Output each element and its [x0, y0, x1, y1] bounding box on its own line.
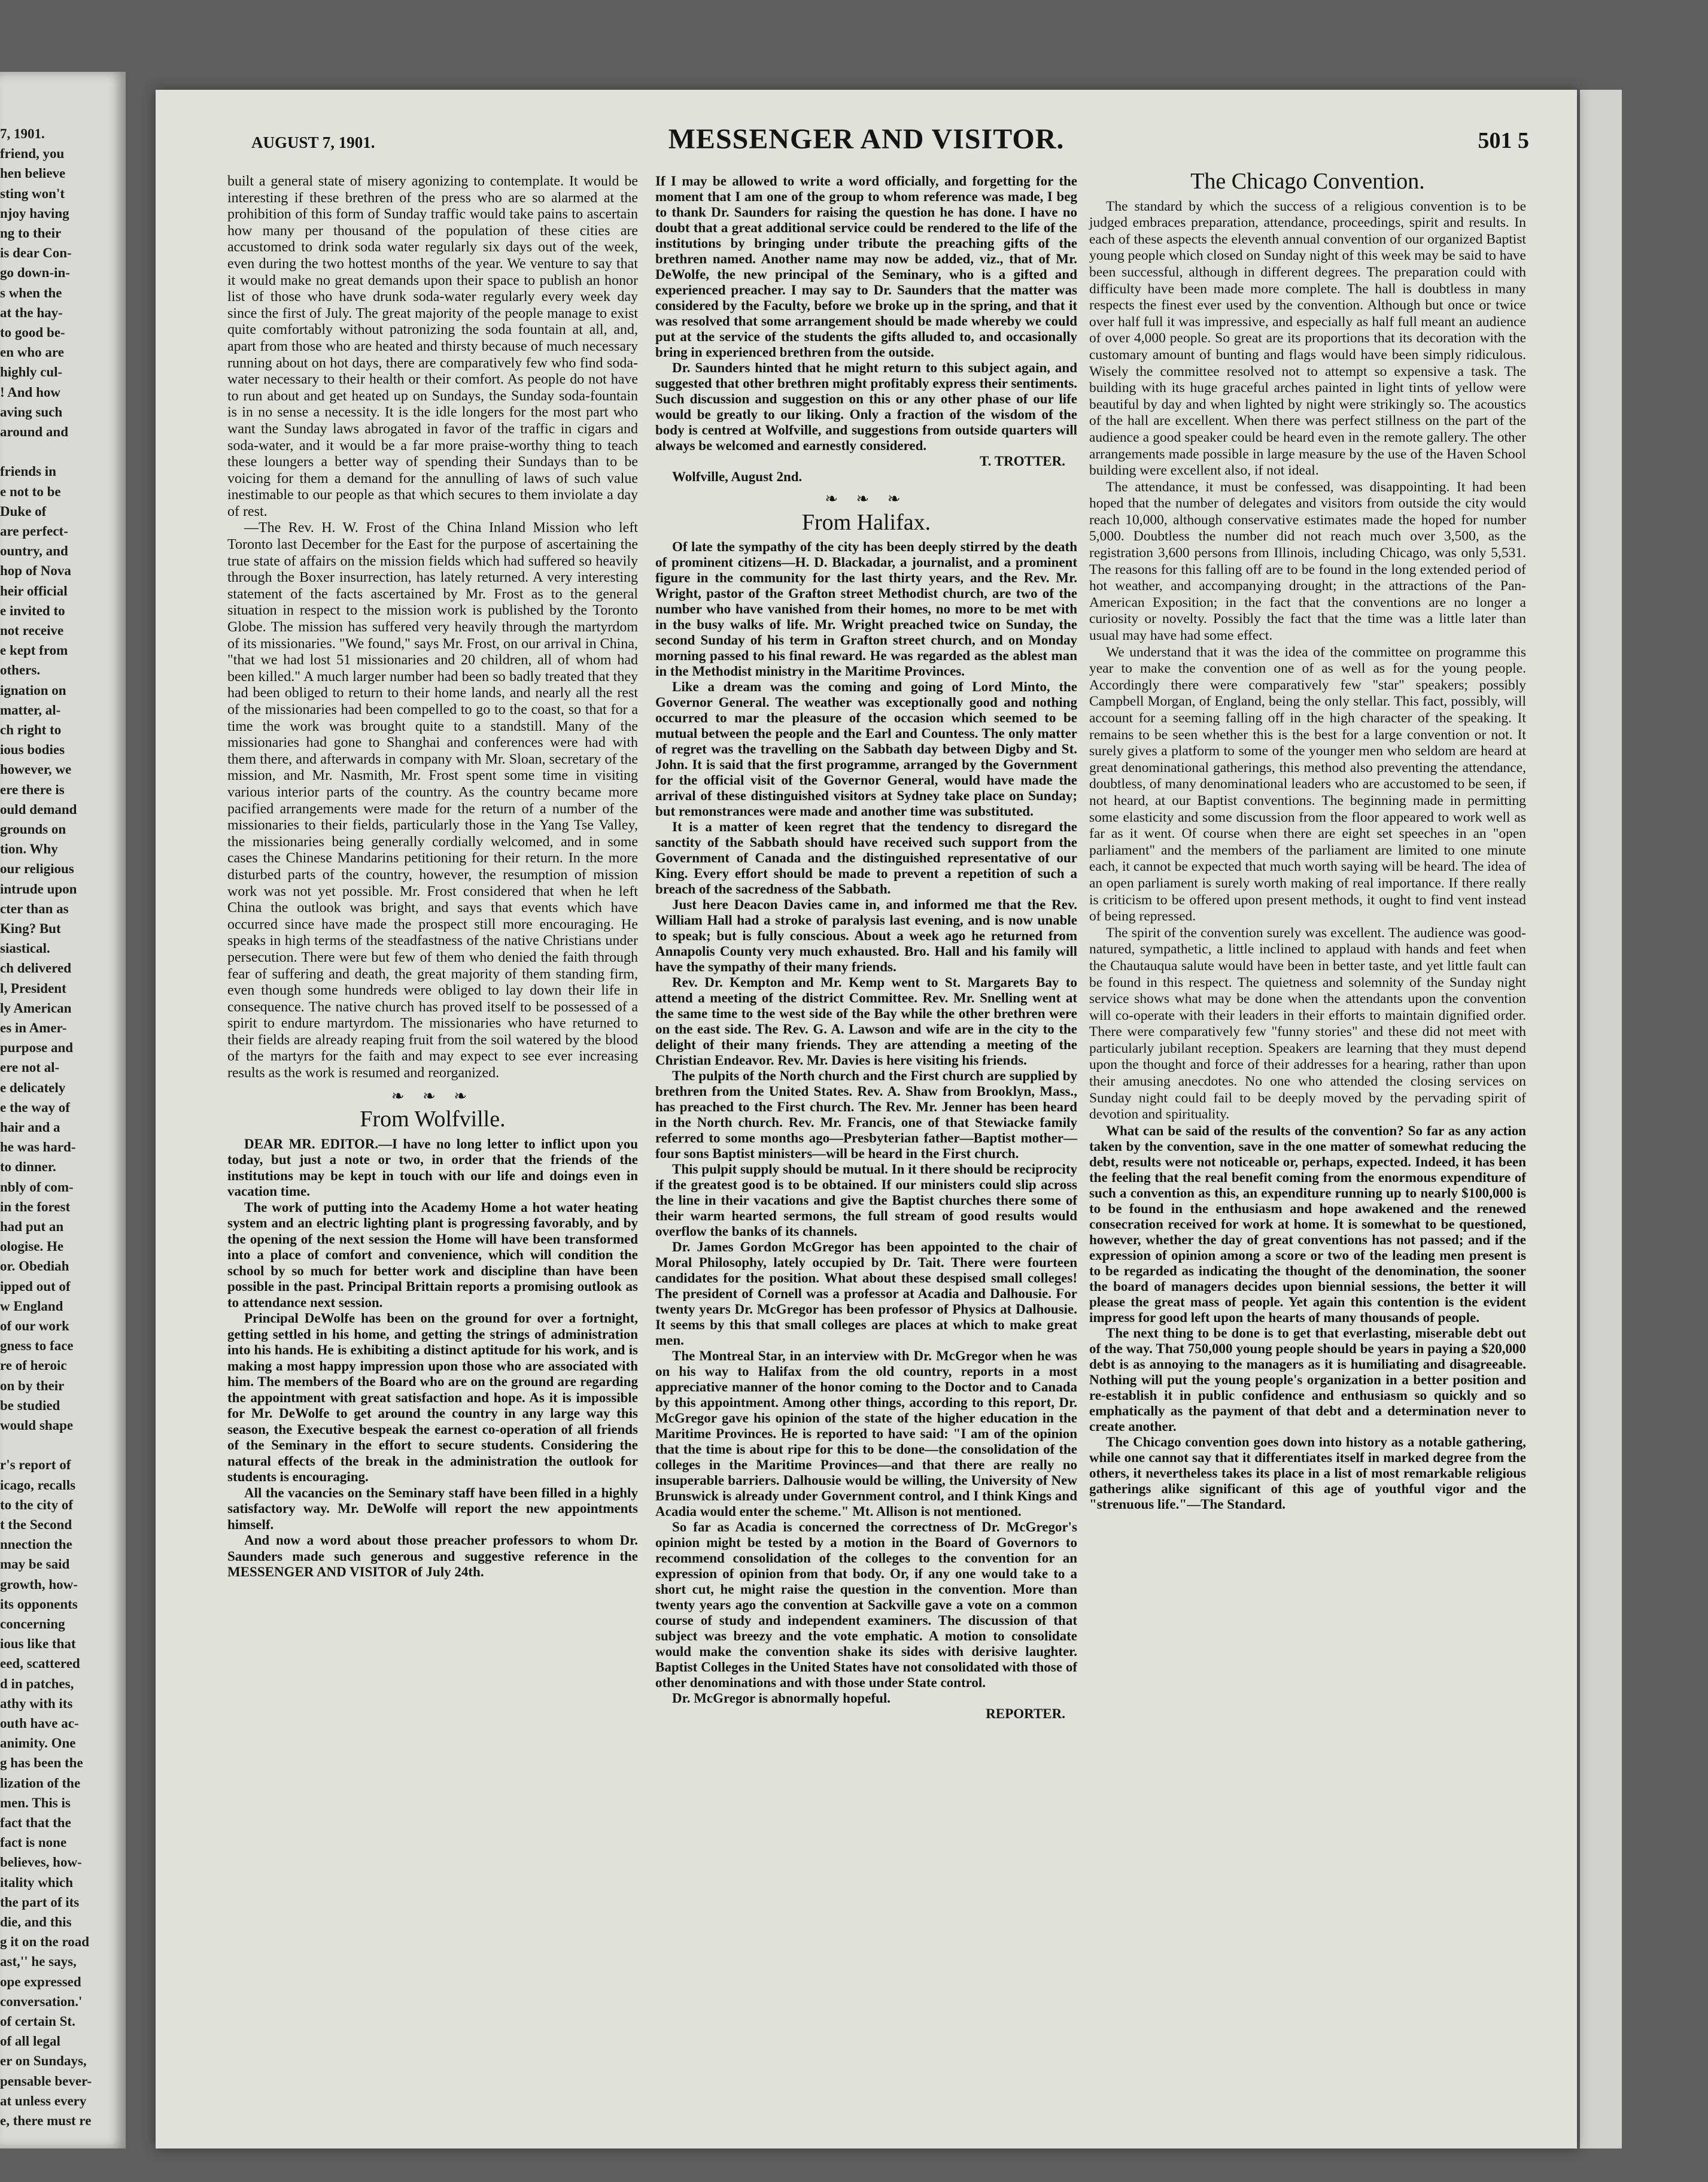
article-paragraph: The Chicago convention goes down into history as a notable gathering, while one cannot say that it differentiates itself in marked degree from the others, it nevertheless takes its place in a list of most remarkable religious gatherings alike significant of this age of youthful vigor and the "strenuous life."—The Standard.: [1089, 1434, 1526, 1512]
section-heading-halifax: From Halifax.: [801, 509, 931, 535]
left-page-fragment: of certain St.: [0, 2014, 75, 2029]
left-page-fragment: to dinner.: [0, 1159, 56, 1175]
article-paragraph: DEAR MR. EDITOR.—I have no long letter to inflict upon you today, but just a note or two, in order that the friends of the institutions may be kept in touch with our life and doings even in vacation time.: [227, 1136, 638, 1199]
left-page-fragment: aving such: [0, 404, 63, 420]
left-page-fragment: hair and a: [0, 1120, 60, 1135]
header-date: AUGUST 7, 1901.: [251, 133, 375, 151]
left-page-fragment: ere not al-: [0, 1060, 60, 1075]
left-page-fragment: of our work: [0, 1318, 69, 1333]
left-page-fragment: ly American: [0, 1000, 72, 1016]
left-page-fragment: at the hay-: [0, 305, 63, 320]
left-page-fragment: believes, how-: [0, 1855, 82, 1870]
left-page-fragment: growth, how-: [0, 1576, 78, 1592]
left-page-fragment: matter, al-: [0, 702, 61, 718]
article-paragraph: And now a word about those preacher professors to whom Dr. Saunders made such generous and suggestive reference in the MESSENGER AND VISITOR of July 24th.: [227, 1533, 638, 1580]
dateline: Wolfville, August 2nd.: [672, 469, 803, 484]
left-page-fragment: hop of Nova: [0, 563, 71, 579]
article-paragraph: The attendance, it must be confessed, was disappointing. It had been hoped that the number of delegates and visitors from outside the city would reach 10,000, although conservative estimates made the hoped for number 5,000. Doubtless the number did not reach much over 3,500, as the registration 3,600 persons from Illinois, including Chicago, was only 5,531. The reasons for this falling off are to be found in the long extended period of hot weather, and accompanying drought; in the attractions of the Pan-American Exposition; in the fact that the conventions are no longer a curiosity or novelty. Possibly the fact that the time was a little later than usual may have had some effect.: [1089, 479, 1526, 644]
left-page-fragment: cter than as: [0, 901, 69, 916]
section-heading-chicago: The Chicago Convention.: [1190, 169, 1425, 194]
article-paragraph: What can be said of the results of the convention? So far as any action taken by the convention, save in the one matter of somewhat reducing the debt, results were not noticeable or, perhaps, expected. Indeed, it has been the feeling that the real benefit coming from the enormous expenditure of such a convention as this, an expenditure running up to nearly $100,000 is to be found in the enthusiasm and hope awakened and the renewed consecration received for work at home. It is somewhat to be questioned, however, whether the day of great conventions has not passed; and if the expression of opinion among a score or two of the leading men present is to be regarded as indicating the thought of the denomination, the sooner the board of managers decides upon biennial sessions, the better it will please the great mass of people. Yet again this contention is the evident impress for good left upon the hearts of many thousands of people.: [1089, 1123, 1526, 1325]
left-page-fragment: however, we: [0, 762, 72, 777]
left-page-fragment: fact is none: [0, 1835, 67, 1850]
article-paragraph: This pulpit supply should be mutual. In it there should be reciprocity if the greatest good is to be obtained. If our ministers could slip across the line in their vacations and give the Baptist churches there some of their warm hearted sermons, the full stream of good results would overflow the banks of its channels.: [655, 1162, 1077, 1239]
left-page-fragment: g has been the: [0, 1755, 83, 1771]
left-page-fragment: gness to face: [0, 1338, 74, 1354]
left-page-fragment: njoy having: [0, 205, 69, 221]
left-page-fragment: e kept from: [0, 643, 68, 658]
article-paragraph: Dr. James Gordon McGregor has been appointed to the chair of Moral Philosophy, lately occupied by Dr. Tait. There were fourteen candidates for the position. What about these despised small colleges! The president of Cornell was a professor at Acadia and Dalhousie. For twenty years Dr. McGregor has been professor of Physics at Dalhousie. It seems by this that small colleges are places at which to make great men.: [655, 1239, 1077, 1348]
left-page-fragment: our religious: [0, 861, 74, 877]
article-paragraph: built a general state of misery agonizing to contemplate. It would be interesting if these brethren of the press who are so alarmed at the prohibition of this form of Sunday traffic would take pains to ascertain how many per thousand of the population of these cities are accustomed to drink soda water regularly six days out of the week, even during the two hottest months of the year. We venture to say that it would make no great demands upon their space to publish an honor list of those who have drunk soda-water regularly every week day since the first of July. The great majority of the people manage to exist quite comfortably without patronizing the soda fountain at all, and, apart from those who are heated and thirsty because of much necessary running about on hot days, there are comparatively few who find soda-water necessary to their health or their comfort. As people do not have to run about and get heated up on Sundays, the Sunday soda-fountain is in no sense a necessity. It is the idle longers for the most part who want the Sunday laws abrogated in favor of the traffic in cigars and soda-water, and it would be a far more praise-worthy thing to teach these loungers a better way of spending their Sundays than to be voicing for them a demand for the annulling of laws of such value inestimable to our people as that which secures to them inviolate a day of rest.: [227, 174, 638, 519]
left-page-fragment: not receive: [0, 623, 64, 638]
left-page-fragment: lization of the: [0, 1775, 81, 1791]
left-page-fragment: ould demand: [0, 801, 77, 817]
page-number: 501 5: [1478, 128, 1529, 153]
left-page-fragment: 7, 1901.: [0, 126, 45, 141]
page-header: [156, 123, 1577, 159]
left-page-fragment: athy with its: [0, 1695, 73, 1711]
article-paragraph: The standard by which the success of a religious convention is to be judged embraces preparation, attendance, proceedings, spirit and results. In each of these aspects the eleventh annual convention of our organized Baptist young people which closed on Sunday night of this week may be said to have been successful, although in different degrees. The preparation could with difficulty have been made more complete. The hall is doubtless in many respects the finest ever used by the convention. Although but once or twice over half full it was impressive, and especially as half full meant an audience of over 4,000 people. So great are its proportions that its decoration with the customary amount of bunting and flags would have been simply ridiculous. Wisely the committee resolved not to attempt so expensive a task. The building with its huge graceful arches painted in light tints of yellow were beautiful by day and when lighted by night were strikingly so. The acoustics of the hall are excellent. When there was perfect stillness on the part of the audience a good speaker could be heard even in the remote gallery. The other arrangements made possible in large measure by the use of the Haven School building were excellent also, if not ideal.: [1089, 198, 1526, 479]
left-page-fragment: e invited to: [0, 603, 65, 618]
left-page-fragment: sting won't: [0, 186, 65, 201]
article-paragraph: The pulpits of the North church and the First church are supplied by brethren from the United States. Rev. A. Shaw from Brooklyn, Mass., has preached to the First church. The Rev. Mr. Jenner has been heard in the North church. Rev. Mr. Francis, one of that Stewiacke family referred to some months ago—Presbyterian father—Baptist mother—four sons Baptist ministers—will be heard in the First church.: [655, 1068, 1077, 1162]
left-page-fragment: e delicately: [0, 1080, 66, 1095]
left-page-fragment: conversation.': [0, 1993, 83, 2009]
left-page-fragment: of all legal: [0, 2034, 60, 2049]
left-page-fragment: intrude upon: [0, 881, 77, 896]
left-page-fragment: ignation on: [0, 682, 66, 698]
left-page-fragment: ere there is: [0, 782, 65, 797]
left-page-fragment: ious bodies: [0, 742, 65, 758]
column-3: [1089, 169, 1526, 1512]
left-page-fragment: go down-in-: [0, 265, 70, 281]
article-paragraph: So far as Acadia is concerned the correctness of Dr. McGregor's opinion might be tested by a motion in the Board of Governors to recommend consolidation of the colleges to the convention for an expression of opinion from that body. Or, if any one would take to a short cut, he might raise the question in the convention. More than twenty years ago the convention at Sackville gave a vote on a common course of study and independent examiners. The discussion of that subject was breezy and the vote emphatic. A motion to consolidate would make the convention shake its sides with derisive laughter. Baptist Colleges in the United States have not consolidated with those of other denominations and with those under State control.: [655, 1520, 1077, 1691]
left-page-fragment: d in patches,: [0, 1676, 74, 1691]
article-paragraph: Principal DeWolfe has been on the ground for over a fortnight, getting settled in his home, and getting the strings of administration into his hands. He is exhibiting a distinct aptitude for his work, and is making a most happy impression upon those who are associated with him. The members of the Board who are on the ground are regarding the appointment with great satisfaction and hope. As it is impossible for Mr. DeWolfe to get around the country in any large way this season, the Executive bespeak the earnest co-operation of all friends of the Seminary in the effort to secure students. Considering the natural effects of the break in the administration the outlook for students is encouraging.: [227, 1311, 638, 1485]
left-page-fragment: g it on the road: [0, 1934, 90, 1950]
article-paragraph: Just here Deacon Davies came in, and informed me that the Rev. William Hall had a stroke of paralysis last evening, and is now unable to speak; but is fully conscious. About a week ago he returned from Annapolis County very much exhausted. Bro. Hall and his family will have the sympathy of their many friends.: [655, 897, 1077, 975]
signature: REPORTER.: [986, 1706, 1065, 1722]
left-page-fragment: outh have ac-: [0, 1716, 79, 1731]
left-page-fragment: en who are: [0, 345, 64, 360]
section-ornament: ❧ ❧ ❧: [391, 1087, 475, 1105]
left-page-fragment: grounds on: [0, 822, 66, 837]
left-page-fragment: around and: [0, 424, 69, 439]
left-page-fragment: re of heroic: [0, 1358, 67, 1373]
left-page-fragment: itality which: [0, 1874, 74, 1890]
left-page-fragment: may be said: [0, 1557, 70, 1572]
article-paragraph: The next thing to be done is to get that everlasting, miserable debt out of the way. That 750,000 young people should be years in paying a $20,000 debt is as annoying to the managers as it is humiliating and disagreeable. Nothing will put the young people's organization in a better position and re-establish it in public confidence and enthusiasm so quickly and so emphatically as the payment of that debt and a determination never to create another.: [1089, 1325, 1526, 1434]
left-page-fragment: ipped out of: [0, 1278, 71, 1294]
article-paragraph: If I may be allowed to write a word officially, and forgetting for the moment that I am one of the group to whom reference was made, I beg to thank Dr. Saunders for raising the question he has done. I have no doubt that a great additional service could be rendered to the life of the institutions by bringing under tribute the preaching gifts of the brethren named. Another name may now be added, viz., that of Mr. DeWolfe, the new principal of the Seminary, who is a gifted and experienced preacher. I may say to Dr. Saunders that the matter was considered by the Faculty, before we broke up in the spring, and that it was resolved that some arrangement should be made whereby we could put at the service of the students the gifts alluded to, and occasionally bring in experienced brethren from the outside.: [655, 174, 1077, 360]
left-page-fragment: had put an: [0, 1219, 64, 1234]
left-page-fragment: e, there must re: [0, 2113, 92, 2128]
section-heading-wolfville: From Wolfville.: [360, 1107, 506, 1132]
left-page-fragment: King? But: [0, 921, 61, 936]
left-page-fragment: hen believe: [0, 166, 66, 181]
section-ornament: ❧ ❧ ❧: [825, 490, 908, 507]
left-page-fragment: s when the: [0, 285, 62, 300]
article-paragraph: Dr. Saunders hinted that he might return to this subject again, and suggested that other brethren might profitably express their sentiments. Such discussion and suggestion on this or any other phase of our life would be greatly to our liking. Only a fraction of the wisdom of the body is centred at Wolfville, and suggestions from outside quarters will always be welcomed and earnestly considered.: [655, 360, 1077, 453]
left-page-fragment: eed, scattered: [0, 1656, 80, 1672]
left-page-fragment: to the city of: [0, 1497, 73, 1512]
left-page-fragment: pensable bever-: [0, 2073, 92, 2089]
left-page-fragment: ch right to: [0, 722, 62, 737]
column-1: [227, 174, 638, 1581]
article-paragraph: The Montreal Star, in an interview with Dr. McGregor when he was on his way to Halifax from the old country, reports in a most appreciative manner of the honor coming to the Doctor and to Canada by this appointment. Among other things, according to this report, Dr. McGregor gave his opinion of the state of the higher education in the Maritime Provinces. He is reported to have said: "I am of the opinion that the time is about ripe for this to be done—the consolidation of the colleges in the Maritime Provinces—and that there are really no insuperable barriers. Dalhousie would be willing, the University of New Brunswick is already under Government control, and I think Kings and Acadia would enter the scheme." Mt. Allison is not mentioned.: [655, 1348, 1077, 1520]
left-page-fragment: ch delivered: [0, 961, 72, 976]
masthead-title: MESSENGER AND VISITOR.: [668, 123, 1065, 155]
article-paragraph: Like a dream was the coming and going of Lord Minto, the Governor General. The weather was exceptionally good and nothing occurred to mar the pleasure of the occasion which seemed to be mutual between the people and the Earl and Countess. The only matter of regret was the travelling on the Sabbath day between Digby and St. John. It is said that the first programme, arranged by the Government for the official visit of the Governor General, would have made the arrival of these distinguished visitors at Sydney take place on Sunday; but remonstrances were made and another time was substituted.: [655, 679, 1077, 819]
left-page-fragment: icago, recalls: [0, 1477, 76, 1493]
left-page-fragment: animity. One: [0, 1736, 76, 1751]
left-page-fragment: nnection the: [0, 1537, 72, 1552]
left-page-fragment: men. This is: [0, 1795, 71, 1810]
left-page-fragment: or. Obediah: [0, 1259, 69, 1274]
left-page-fragment: is dear Con-: [0, 245, 72, 261]
right-page-edge: [1580, 90, 1622, 2148]
article-paragraph: The spirit of the convention surely was excellent. The audience was good-natured, sympathetic, a little inclined to applaud with hands and feet when the Chautauqua salute would have been in better taste, and yet little fault can be found in this respect. The quietness and solemnity of the Sunday night service shows what may be done when the attendants upon the convention will co-operate with their leaders in their efforts to maintain dignified order. There were comparatively few "funny stories" and these did not meet with particularly jubilant reception. Speakers are learning that they must depend upon the thought and force of their addresses for a hearing, rather than upon their amusing anecdotes. No one who attended the closing services on Sunday night could fail to be deeply moved by the pervading spirit of devotion and spirituality.: [1089, 925, 1526, 1123]
left-page-fragment: es in Amer-: [0, 1020, 67, 1035]
left-page-fragment: the part of its: [0, 1894, 80, 1910]
left-page-fragment: ! And how: [0, 384, 60, 400]
article-paragraph: All the vacancies on the Seminary staff have been filled in a highly satisfactory way. Mr. DeWolfe will report the new appointments himself.: [227, 1485, 638, 1532]
article-paragraph: —The Rev. H. W. Frost of the China Inland Mission who left Toronto last December for the East for the purpose of ascertaining the true state of affairs on the mission fields which had suffered so heavily through the Boxer insurrection, has lately returned. A very interesting statement of the facts ascertained by Mr. Frost as to the general situation in respect to the mission work is published by the Toronto Globe. The mission has suffered very heavily through the martyrdom of its missionaries. "We found," says Mr. Frost, on our arrival in China, "that we had lost 51 missionaries and 20 children, all of whom had been killed." A much larger number had been so badly treated that they had been obliged to return to their home lands, and nearly all the rest of the missionaries had been compelled to go to the coast, so that for a time the work was brought quite to a standstill. Many of the missionaries had gone to Shanghai and conferences were had with them there, and afterwards in company with Mr. Sloan, secretary of the mission, and Mr. Nasmith, Mr. Frost spent some time in visiting various interior parts of the country. As the country became more pacified arrangements were made for the return of a number of the missionaries to their fields, particularly those in the Yang Tse Valley, the missionaries being generally cordially welcomed, and in some cases the Chinese Mandarins petitioning for their return. In the more disturbed parts of the country, however, the resumption of mission work was not yet possible. Mr. Frost considered that when he left China the outlook was bright, and says that events which have occurred since have made the prospect still more encouraging. He speaks in high terms of the steadfastness of the native Christians under persecution. There were but few of them who denied the faith through fear of suffering and death, the great majority of them standing firm, even though some hundreds were obliged to lay down their life in consequence. The native church has proved itself to be possessed of a spirit to endure martyrdom. The missionaries who have returned to their fields are already reaping fruit from the soil watered by the blood of the martyrs for the faith and may expect to see ever increasing results as the work is resumed and reorganized.: [227, 520, 638, 1081]
left-page-fragment: to good be-: [0, 325, 65, 340]
left-page-fragment: ng to their: [0, 226, 62, 241]
left-page-fragment: ope expressed: [0, 1974, 81, 1989]
signature: T. TROTTER.: [980, 454, 1065, 469]
left-page-fragment: purpose and: [0, 1040, 74, 1056]
left-page-fragment: Duke of: [0, 503, 47, 519]
adjacent-page-edge: [0, 72, 126, 2148]
left-page-fragment: fact that the: [0, 1815, 71, 1830]
left-page-fragment: others.: [0, 662, 41, 678]
article-paragraph: We understand that it was the idea of the committee on programme this year to make the convention one of as well as for the young people. Accordingly there were comparatively few "star" speakers; possibly Campbell Morgan, of England, being the only stellar. This fact, possibly, will account for a seeming falling off in the high character of the speaking. It remains to be seen whether this is the best for a large convention or not. It surely gives a platform to some of the younger men who seldom are heard at great denominational gatherings, this method also preventing the attendance, doubtless, of many denominational leaders who are accustomed to be seen, if not heard, at our Baptist conventions. The beginning made in permitting some elasticity and some discussion from the floor appeared to work well as far as it went. Of course when there are eight set speeches in an "open parliament" and the members of the parliament are limited to one minute each, it cannot be expected that much worth saying will be heard. The idea of an open parliament is surely worth making of real importance. If there really is criticism to be offered upon present methods, it ought to find vent instead of being repressed.: [1089, 644, 1526, 925]
newspaper-page: [156, 90, 1577, 2148]
left-page-fragment: e not to be: [0, 484, 61, 499]
left-page-fragment: die, and this: [0, 1914, 72, 1929]
left-page-fragment: ious like that: [0, 1636, 76, 1652]
left-page-fragment: ountry, and: [0, 543, 68, 559]
left-page-fragment: ologise. He: [0, 1239, 64, 1254]
article-paragraph: Dr. McGregor is abnormally hopeful.: [672, 1691, 891, 1706]
left-page-fragment: on by their: [0, 1378, 65, 1393]
left-page-fragment: concerning: [0, 1616, 65, 1631]
left-page-fragment: its opponents: [0, 1596, 78, 1612]
article-paragraph: Of late the sympathy of the city has been deeply stirred by the death of prominent citizens—H. D. Blackadar, a journalist, and a prominent figure in the community for the last thirty years, and the Rev. Mr. Wright, pastor of the Grafton street Methodist church, are two of the number who have vanished from their homes, no more to be met with in the busy walks of life. Mr. Wright preached twice on Sunday, the second Sunday of his term in Grafton street church, and on Monday morning passed to his final reward. He was regarded as the ablest man in the Methodist ministry in the Maritime Provinces.: [655, 539, 1077, 679]
left-page-fragment: be studied: [0, 1397, 60, 1413]
left-page-fragment: r's report of: [0, 1457, 71, 1473]
left-page-fragment: highly cul-: [0, 364, 63, 380]
left-page-fragment: in the forest: [0, 1199, 71, 1214]
left-page-fragment: would shape: [0, 1418, 74, 1433]
left-page-fragment: at unless every: [0, 2093, 87, 2108]
left-page-fragment: nbly of com-: [0, 1179, 74, 1195]
left-page-fragment: l, President: [0, 980, 66, 996]
left-page-fragment: heir official: [0, 583, 68, 598]
left-page-fragment: he was hard-: [0, 1139, 76, 1155]
left-page-fragment: ast,'' he says,: [0, 1954, 77, 1970]
column-2: [655, 174, 1077, 1722]
left-page-fragment: friends in: [0, 464, 56, 479]
left-page-fragment: siastical.: [0, 941, 50, 956]
left-page-fragment: t the Second: [0, 1517, 72, 1532]
left-page-fragment: w England: [0, 1298, 63, 1314]
left-page-fragment: are perfect-: [0, 524, 68, 539]
article-paragraph: The work of putting into the Academy Home a hot water heating system and an electric lighting plant is progressing favorably, and by the opening of the next session the Home will have been transformed into a place of comfort and convenience, which will condition the school by so much for better work and discipline than have been possible in the past. Principal Brittain reports a promising outlook as to attendance next session.: [227, 1199, 638, 1310]
left-page-fragment: e the way of: [0, 1099, 70, 1115]
left-page-fragment: friend, you: [0, 146, 65, 162]
article-paragraph: It is a matter of keen regret that the tendency to disregard the sanctity of the Sabbath should have received such support from the Government of Canada and the distinguished representative of our King. Every effort should be made to prevent a repetition of such a breach of the sacredness of the Sabbath.: [655, 819, 1077, 897]
left-page-fragment: tion. Why: [0, 841, 58, 857]
left-page-fragment: er on Sundays,: [0, 2053, 87, 2069]
article-paragraph: Rev. Dr. Kempton and Mr. Kemp went to St. Margarets Bay to attend a meeting of the district Committee. Rev. Mr. Snelling went at the same time to the west side of the Bay while the other brethren were on the east side. The Rev. G. A. Lawson and wife are in the city to the delight of their many friends. They are attending a meeting of the Christian Endeavor. Rev. Mr. Davies is here visiting his friends.: [655, 975, 1077, 1068]
